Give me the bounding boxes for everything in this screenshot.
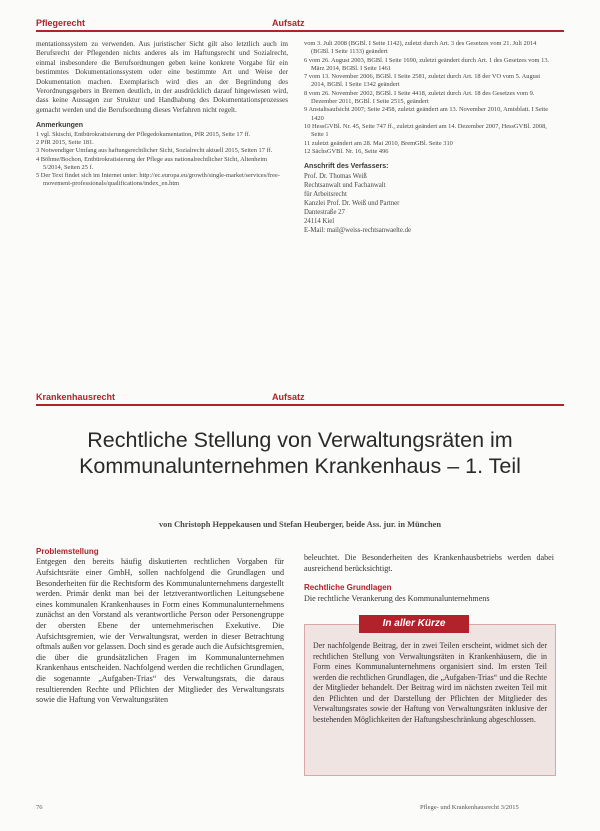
footnote: 7 vom 13. November 2006, BGBl. I Seite 2581, zuletzt durch Art. 18 der VO vom 5. August 2014, BGBl. I Seite 1342 geändert [304, 73, 541, 89]
top-left-column [36, 40, 288, 189]
top-section-label: Pflegerecht [36, 18, 86, 28]
footnote: 8 vom 26. November 2002, BGBl. I Seite 4418, zuletzt durch Art. 18 des Gesetzes vom 9. Dezember 2011, BGBl. I Seite 2515, geändert [304, 89, 535, 106]
contact-heading: Anschrift des Verfassers: [304, 163, 389, 171]
footnote: 6 vom 26. August 2003, BGBl. I Seite 1690, zuletzt geändert durch Art. 1 des Gesetzes vom 13. März 2014, BGBl. I Seite 1461 [304, 56, 550, 72]
contact-line: Prof. Dr. Thomas Weiß [304, 172, 367, 180]
continued-body-text: mentationssystem zu verwenden. Aus juristischer Sicht gilt also letztlich auch im Berufsrecht der Pflegenden nichts anderes als im Haftungsrecht und Sozialrecht, einmal insbesondere die Berufsordnungen geben keine konkrete Vorgabe für ein bestimmtes Dokumentationssystem oder eine bestimmte Art und Weise der Dokumentation machen. Exemplarisch wird dies an der Begründung des Verordnungsgebers in Bremen deutlich, in der ausdrücklich darauf hingewiesen wird, dass keine Aussagen zur Struktur und Handhabung des Dokumentationsprozesses gemacht werden und die Berufsordnung dieses Verfahren nicht regelt. [36, 40, 288, 114]
contact-email: E-Mail: mail@weiss-rechtsanwaelte.de [304, 226, 412, 234]
article-left-column [36, 547, 284, 706]
contact-line: für Arbeitsrecht [304, 190, 347, 198]
journal-name: Pflege- und Krankenhausrecht 3/2015 [420, 804, 519, 811]
contact-line: Dantestraße 27 [304, 208, 345, 216]
contact-line: Kanzlei Prof. Dr. Weiß und Partner [304, 199, 400, 207]
footnote: 11 zuletzt geändert am 28. Mai 2010, BremGBl. Seite 310 [304, 139, 453, 147]
article-byline: von Christoph Heppekausen und Stefan Heuberger, beide Ass. jur. in München [158, 520, 442, 529]
footnote: 2 PfR 2015, Seite 181. [36, 138, 94, 146]
footnote: 10 HessGVBl. Nr. 45, Seite 747 ff., zuletzt geändert am 14. Dezember 2007, HessGVBl. 2008, Seite 1 [304, 122, 547, 139]
footnote: 1 vgl. Skischi, Entbürokratisierung der Pflegedokumentation, PfR 2015, Seite 17 ff. [36, 130, 251, 138]
top-right-column [304, 40, 556, 235]
summary-box-text: Der nachfolgende Beitrag, der in zwei Teilen erscheint, widmet sich der rechtlichen Stellung von Verwaltungsräten in Krankenhäusern, die in Form eines Kommunalunternehmens organisiert sind. Im ersten Teil werden die rechtlichen Grundlagen, die „Aufgaben-Trias“ und die Rechte der Mitglieder behandelt. Der Beitrag wird im nächsten zweiten Teil mit den Pflichten und der Darstellung der Pflichten der Mitglieder des Verwaltungsrates sowie der Haftung von Verwaltungsräten inklusive der bestehenden Möglichkeiten der Haftungsbeschränkung abgeschlossen. [313, 641, 547, 724]
section-body-legal-basis: Die rechtliche Verankerung des Kommunalunternehmens [304, 593, 490, 603]
top-section-header [36, 18, 564, 32]
top-kind-label: Aufsatz [272, 18, 305, 28]
top-header-rule [36, 30, 564, 32]
section-body-problem: Entgegen den bereits häufig diskutierten rechtlichen Vorgaben für Aufsichtsräte einer GmbH, sollen nachfolgend die Grundlagen und Besonderheiten für die Rechtsform des Kommunalunternehmens dargestellt werden. Primär denkt man bei der letztverantwortlichen Leitungsebene eines kommunalen Krankenhauses in Form eines Kommunalunternehmens zunächst an den Vorstand als verantwortliche Person oder Personengruppe der obersten Ebene der unternehmerischen Exekutive. Die Aufsichtsgremien, wie der Verwaltungsrat, werden in dieser Betrachtung oftmals außen vor gelassen. Doch sind es gerade auch die Aufsichtsgremien, die über die grundsätzlichen Fragen im Kommunalunternehmen Krankenhaus entscheiden. Nachfolgend werden die rechtlichen Grundlagen, die sogenannte „Aufgaben-Trias“ des Verwaltungsrats, die daraus resultierenden Rechte und Pflichten der Mitglieder des Verwaltungsrats sowie die Haftung von Verwaltungsräten [36, 557, 284, 705]
article-header-rule [36, 404, 564, 406]
article-title: Rechtliche Stellung von Verwaltungsräten im Kommunalunternehmen Krankenhaus – 1. Teil [79, 428, 521, 478]
footnote: 4 Böhme/Bochon, Entbürokratisierung der Pflege aus nationalrechtlicher Sicht, Altenheim 5/2014, Seiten 25 f. [36, 155, 268, 171]
contact-line: Rechtsanwalt und Fachanwalt [304, 181, 386, 189]
article-right-column [304, 553, 554, 604]
article-section-header [36, 392, 564, 406]
summary-box [304, 618, 556, 776]
page-number: 76 [36, 804, 43, 811]
notes-heading: Anmerkungen [36, 122, 84, 130]
section-heading-legal-basis: Rechtliche Grundlagen [304, 583, 392, 593]
footnote: 3 Notwendiger Umfang aus haftungsrechtlicher Sicht, Sozialrecht aktuell 2015, Seiten 17 ff. [36, 147, 273, 155]
footnote: 12 SächsGVBl. Nr. 16, Seite 496 [304, 147, 389, 155]
column-intro-text: beleuchtet. Die Besonderheiten des Krankenhausbetriebs werden dabei ausreichend berücksichtigt. [304, 553, 554, 573]
article-kind-label: Aufsatz [272, 392, 305, 402]
footnote: 9 Anstaltsaufsicht 2007; Seite 2458, zuletzt geändert am 13. November 2010, Amtsblatt. I Seite 1420 [304, 106, 549, 122]
footnote: 5 Der Text findet sich im Internet unter: http://ec.europa.eu/growth/single-market/services/free-movement-professionals/qualifications/index_en.htm [36, 172, 280, 188]
summary-box-label: In aller Kürze [359, 615, 469, 633]
article-section-label: Krankenhausrecht [36, 392, 116, 402]
contact-line: 24114 Kiel [304, 217, 335, 225]
section-heading-problem: Problemstellung [36, 547, 99, 556]
footnote: vom 3. Juli 2008 (BGBl. I Seite 1142), zuletzt durch Art. 3 des Gesetzes vom 21. Juli 2014 (BGBl. I Seite 1133) geändert [304, 40, 537, 56]
